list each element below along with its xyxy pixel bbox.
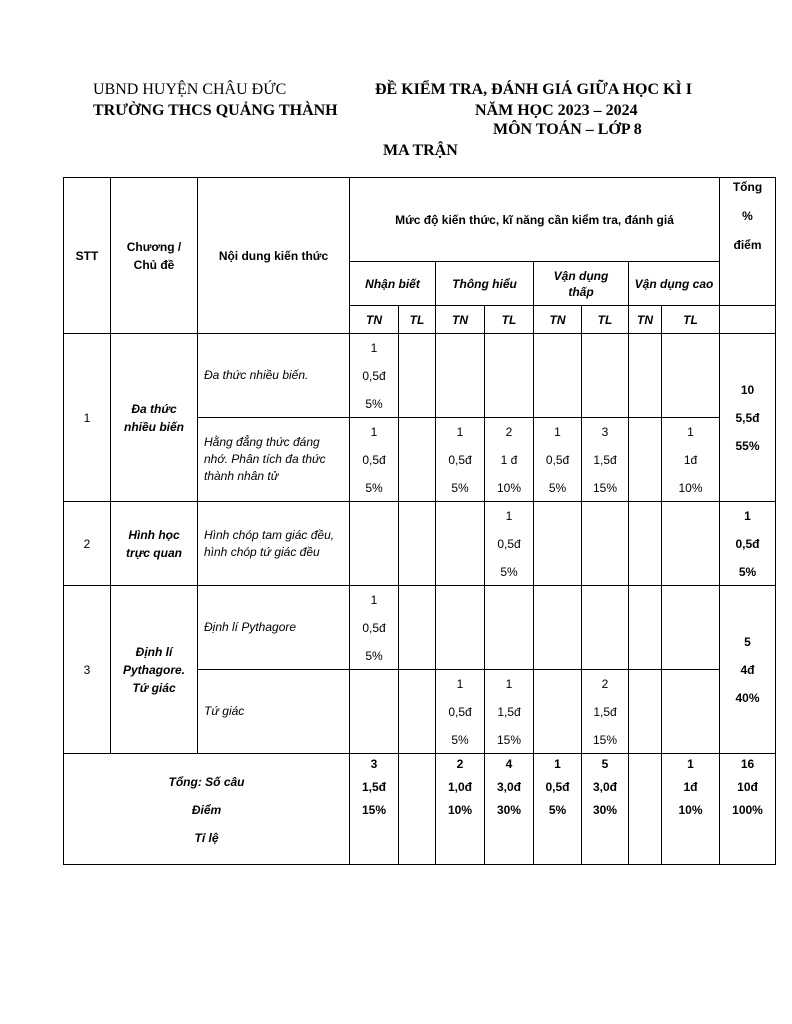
- header-tn: TN: [629, 306, 662, 334]
- cell-r2-th-tl: 1 0,5đ 5%: [485, 502, 534, 586]
- footer-vdt-tl: 5 3,0đ 30%: [582, 754, 629, 865]
- header-tn: TN: [350, 306, 399, 334]
- header-content: Nội dung kiến thức: [198, 178, 350, 334]
- stt-3: 3: [64, 586, 111, 754]
- header-stt: STT: [64, 178, 111, 334]
- header-nhan-biet: Nhận biết: [350, 262, 436, 306]
- school-year: NĂM HỌC 2023 – 2024: [475, 102, 638, 119]
- header-tl: TL: [485, 306, 534, 334]
- matrix-table: [63, 177, 776, 865]
- cell-r1a-nb-tn: 1 0,5đ 5%: [350, 334, 399, 418]
- cell-r3b-th-tl: 1 1,5đ 15%: [485, 670, 534, 754]
- stt-1: 1: [64, 334, 111, 502]
- header-tl: TL: [662, 306, 720, 334]
- subject-grade: MÔN TOÁN – LỚP 8: [493, 121, 642, 138]
- chapter-3: Định lí Pythagore. Tứ giác: [111, 586, 198, 754]
- footer-vdt-tn: 1 0,5đ 5%: [534, 754, 582, 865]
- total-r1: 10 5,5đ 55%: [720, 334, 776, 502]
- exam-title: ĐỀ KIỂM TRA, ĐÁNH GIÁ GIỮA HỌC KÌ I: [375, 81, 692, 98]
- header-level: Mức độ kiến thức, kĩ năng cần kiểm tra, đánh giá: [350, 178, 720, 262]
- section-title: MA TRẬN: [383, 142, 458, 159]
- content-hinh-chop: Hình chóp tam giác đều, hình chóp tứ giác đều: [198, 502, 350, 586]
- content-tu-giac: Tứ giác: [198, 670, 350, 754]
- total-r3: 5 4đ 40%: [720, 586, 776, 754]
- cell-r1b-th-tn: 1 0,5đ 5%: [436, 418, 485, 502]
- footer-th-tl: 4 3,0đ 30%: [485, 754, 534, 865]
- header-van-dung-thap: Vận dụng thấp: [534, 262, 629, 306]
- cell-r1b-th-tl: 2 1 đ 10%: [485, 418, 534, 502]
- footer-labels: Tổng: Số câu Điểm Tỉ lệ: [64, 754, 350, 865]
- header-van-dung-cao: Vận dụng cao: [629, 262, 720, 306]
- header-tl: TL: [399, 306, 436, 334]
- school-name: TRƯỜNG THCS QUẢNG THÀNH: [93, 102, 338, 119]
- header-blank: [720, 306, 776, 334]
- chapter-1: Đa thức nhiều biến: [111, 334, 198, 502]
- content-pythagore: Định lí Pythagore: [198, 586, 350, 670]
- district-name: UBND HUYỆN CHÂU ĐỨC: [93, 81, 287, 98]
- cell-r3b-th-tn: 1 0,5đ 5%: [436, 670, 485, 754]
- total-r2: 1 0,5đ 5%: [720, 502, 776, 586]
- footer-th-tn: 2 1,0đ 10%: [436, 754, 485, 865]
- cell-r1b-vdc-tl: 1 1đ 10%: [662, 418, 720, 502]
- cell-r1b-vdt-tn: 1 0,5đ 5%: [534, 418, 582, 502]
- cell-r1b-nb-tn: 1 0,5đ 5%: [350, 418, 399, 502]
- content-da-thuc: Đa thức nhiều biến.: [198, 334, 350, 418]
- header-tn: TN: [436, 306, 485, 334]
- cell-r3a-nb-tn: 1 0,5đ 5%: [350, 586, 399, 670]
- footer-total: 16 10đ 100%: [720, 754, 776, 865]
- cell-r3b-vdt-tl: 2 1,5đ 15%: [582, 670, 629, 754]
- cell-r1b-vdt-tl: 3 1,5đ 15%: [582, 418, 629, 502]
- header-thong-hieu: Thông hiểu: [436, 262, 534, 306]
- header-total: Tổng % điểm: [720, 178, 776, 306]
- content-hang-dang-thuc: Hằng đẳng thức đáng nhớ. Phân tích đa thức thành nhân tử: [198, 418, 350, 502]
- chapter-2: Hình học trực quan: [111, 502, 198, 586]
- footer-nb-tn: 3 1,5đ 15%: [350, 754, 399, 865]
- stt-2: 2: [64, 502, 111, 586]
- header-tn: TN: [534, 306, 582, 334]
- header-tl: TL: [582, 306, 629, 334]
- header-chapter: Chương / Chủ đề: [111, 178, 198, 334]
- footer-vdc-tl: 1 1đ 10%: [662, 754, 720, 865]
